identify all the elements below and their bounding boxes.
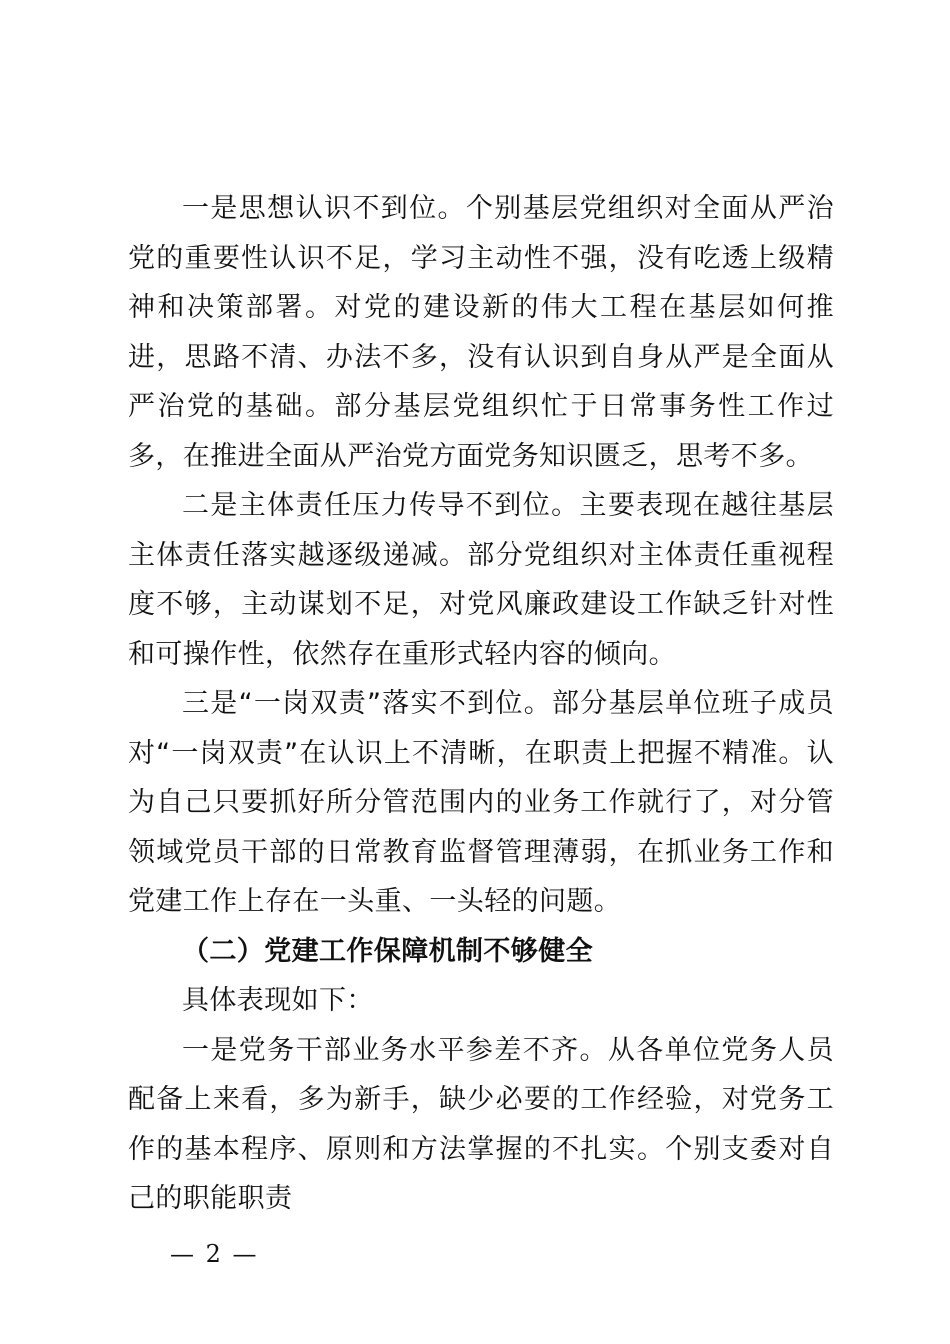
paragraph-main-responsibility: 二是主体责任压力传导不到位。主要表现在越往基层主体责任落实越逐级递减。部分党组织对主体责任重视程度不够，主动谋划不足，对党风廉政建设工作缺乏针对性和可操作性，依然存在重形式轻内容的倾向。 <box>128 490 834 670</box>
paragraph-party-staff-level: 一是党务干部业务水平参差不齐。从各单位党务人员配备上来看，多为新手，缺少必要的工作经验，对党务工作的基本程序、原则和方法掌握的不扎实。个别支委对自己的职能职责 <box>128 1034 834 1214</box>
page-number: — 2 — <box>170 1240 259 1268</box>
section-heading: （二）党建工作保障机制不够健全 <box>182 935 593 967</box>
body-text <box>128 184 834 1224</box>
paragraph-one-post-two-duties: 三是“一岗双责”落实不到位。部分基层单位班子成员对“一岗双责”在认识上不清晰，在职责上把握不精准。认为自己只要抓好所分管范围内的业务工作就行了，对分管领域党员干部的日常教育监督管理薄弱，在抓业务工作和党建工作上存在一头重、一头轻的问题。 <box>128 688 834 917</box>
paragraph-intro: 具体表现如下： <box>182 985 374 1016</box>
paragraph-ideological-awareness: 一是思想认识不到位。个别基层党组织对全面从严治党的重要性认识不足，学习主动性不强，没有吃透上级精神和决策部署。对党的建设新的伟大工程在基层如何推进，思路不清、办法不多，没有认识到自身从严是全面从严治党的基础。部分基层党组织忙于日常事务性工作过多，在推进全面从严治党方面党务知识匮乏，思考不多。 <box>128 193 834 472</box>
